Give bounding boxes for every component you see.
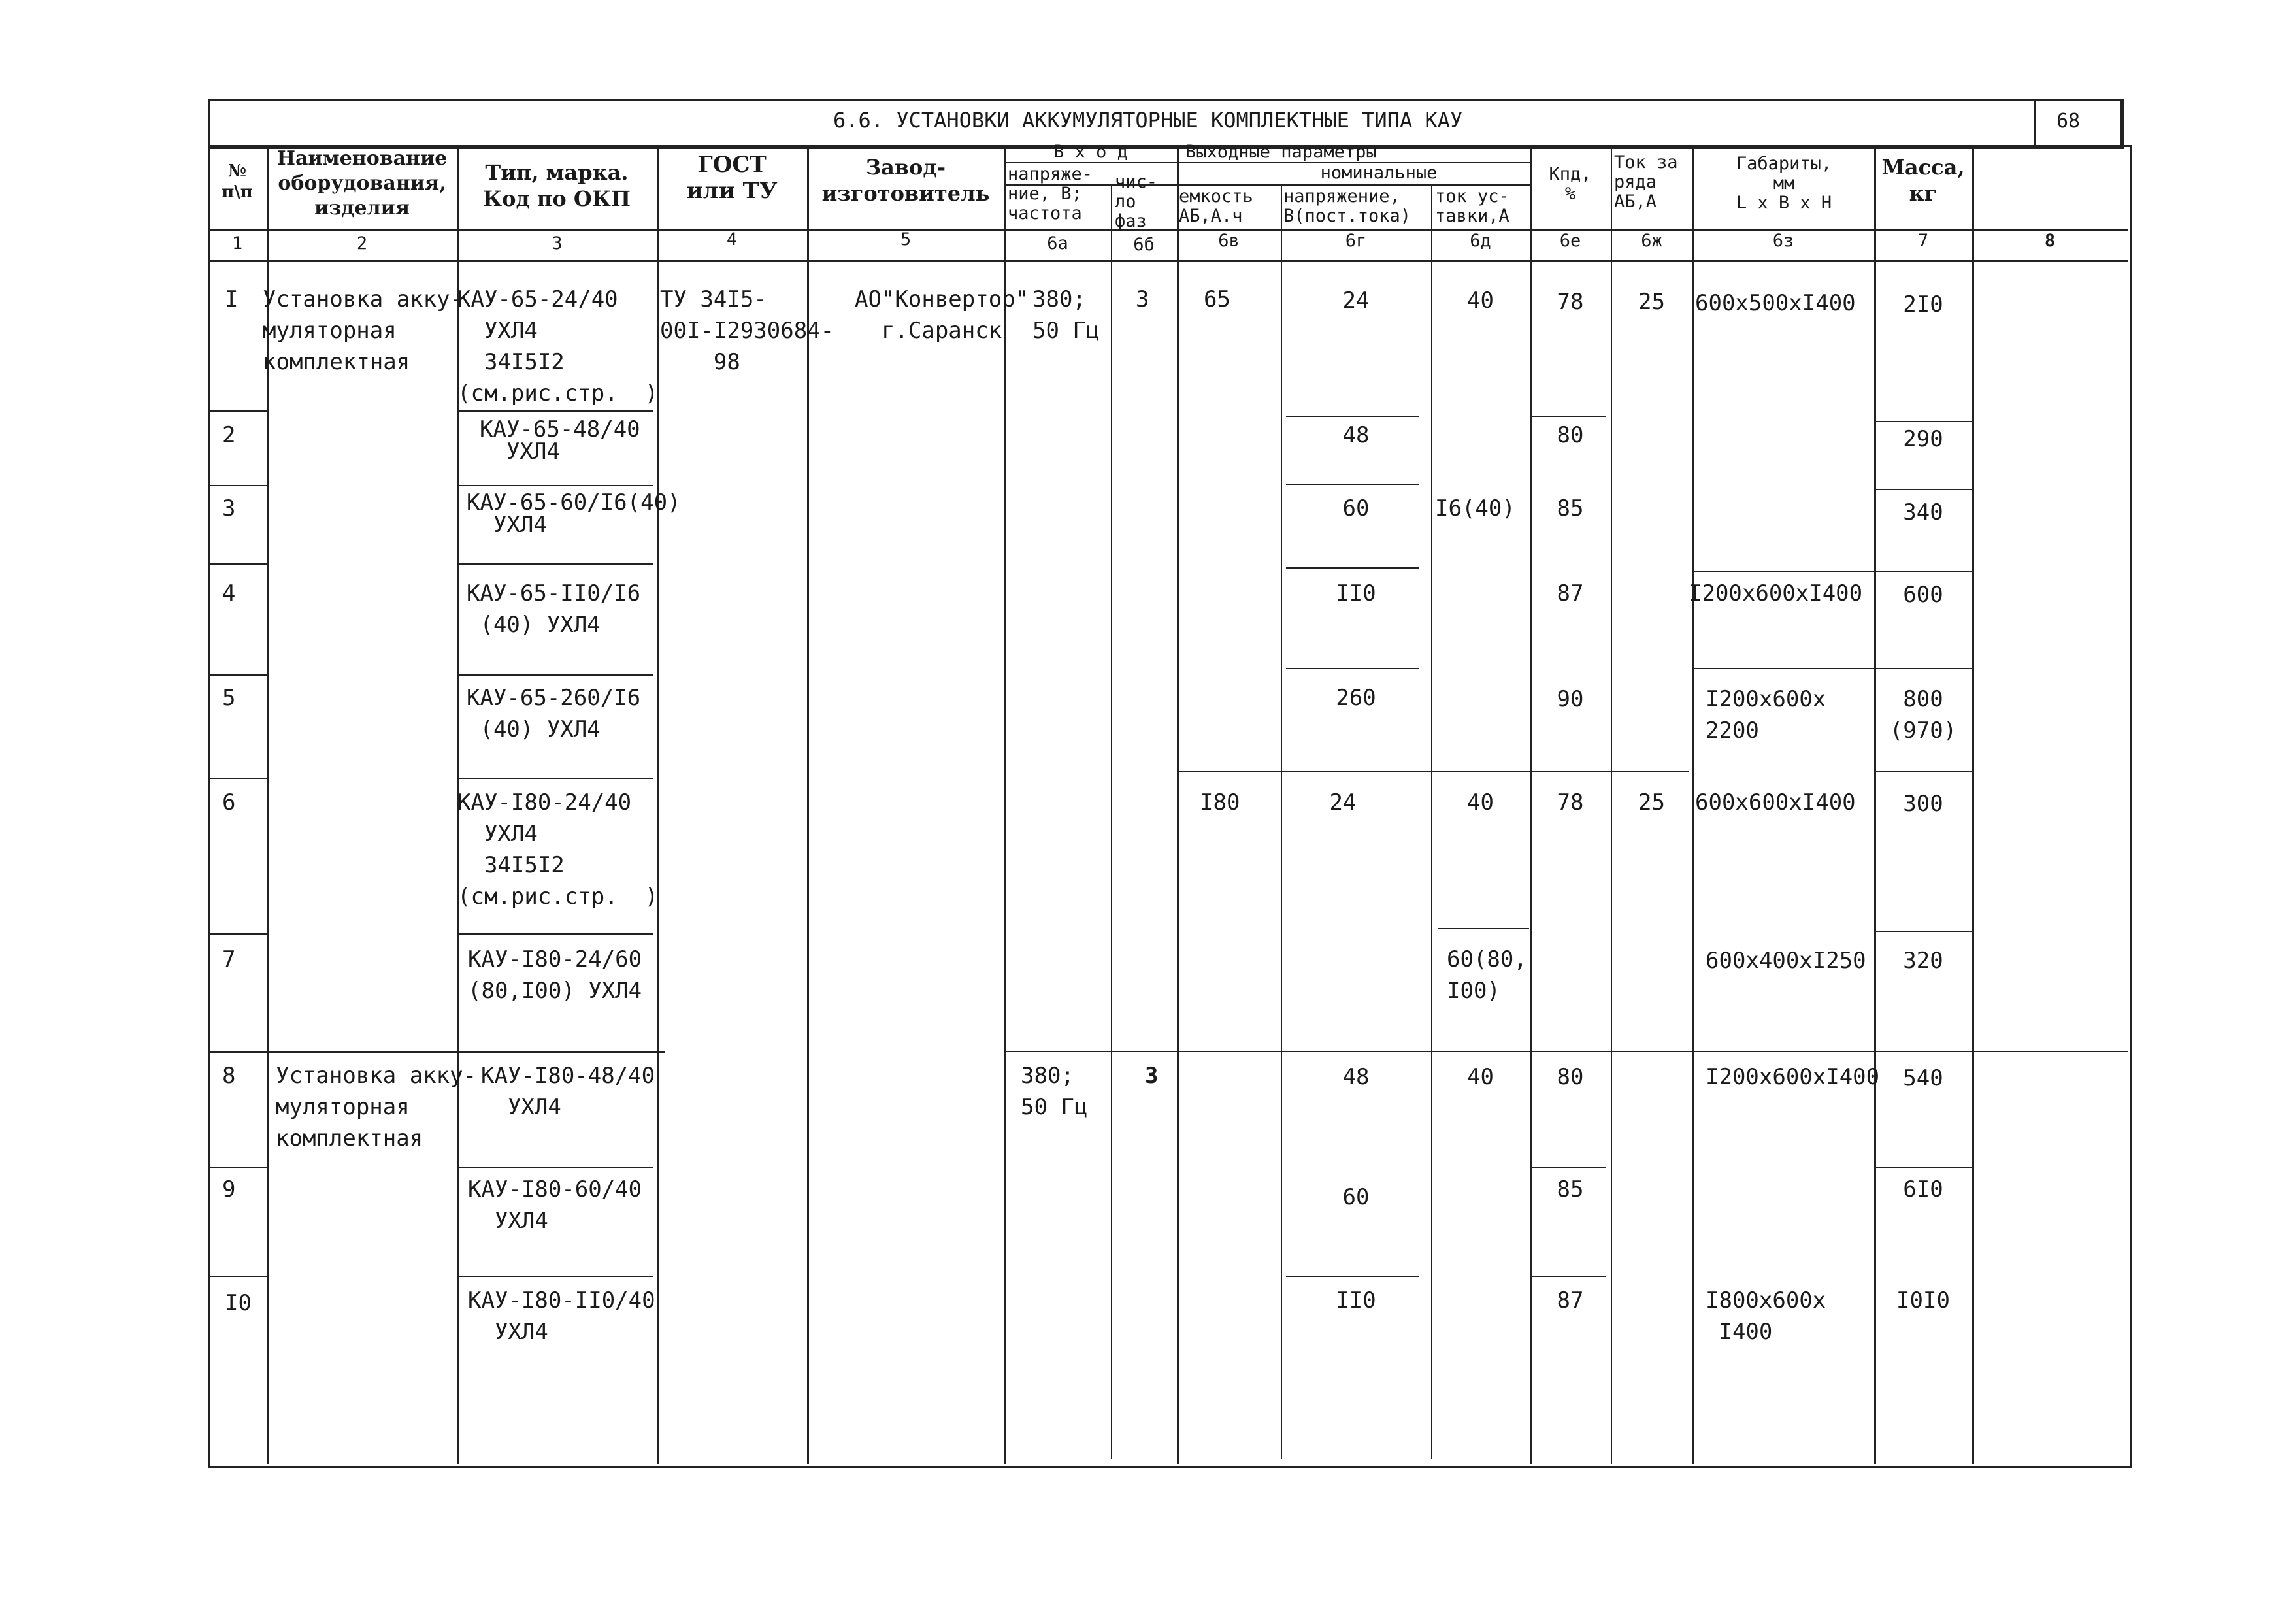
row-rule <box>1875 1167 1972 1168</box>
row-rule <box>1875 771 1972 772</box>
colnum: 6ж <box>1641 231 1662 251</box>
colnum: 6в <box>1218 231 1240 251</box>
row-rule <box>457 1276 653 1277</box>
dimensions: 600x500xI400 <box>1695 290 1856 316</box>
set-current: I6(40) <box>1435 495 1515 522</box>
row-rule <box>1532 1276 1606 1277</box>
type-code: КАУ-65-II0/I6 (40) УХЛ4 <box>467 580 641 638</box>
output-voltage: 24 <box>1342 288 1370 314</box>
row-rule <box>208 933 267 935</box>
row-number: I0 <box>225 1290 252 1316</box>
row-number: 7 <box>222 946 236 972</box>
colnum-bottom-rule <box>208 260 2128 262</box>
input-phases: 3 <box>1145 1063 1159 1089</box>
colnum: 6а <box>1047 233 1068 254</box>
row-rule <box>1692 668 1972 669</box>
efficiency: 87 <box>1557 1287 1584 1314</box>
row-rule <box>208 1276 267 1277</box>
output-voltage: 24 <box>1329 789 1357 816</box>
row-rule <box>1875 931 1972 932</box>
input-header-rule <box>1004 162 1177 163</box>
colnum: 6е <box>1559 231 1581 251</box>
type-code: КАУ-I80-II0/40 УХЛ4 <box>468 1287 655 1345</box>
col-rule <box>1972 145 1974 1464</box>
header-efficiency: Кпд, % <box>1549 164 1592 204</box>
row-rule <box>457 485 653 486</box>
row-number: 6 <box>222 789 236 816</box>
row-number: 2 <box>222 422 236 448</box>
row-rule <box>208 485 267 486</box>
output-voltage: 60 <box>1342 495 1370 522</box>
header-input-phases: чис- ло фаз <box>1115 172 1158 231</box>
row-number: I <box>225 286 239 312</box>
colnum: 6з <box>1772 231 1794 251</box>
row-rule <box>1875 489 1972 490</box>
efficiency: 78 <box>1557 789 1584 816</box>
row-rule <box>208 1167 267 1168</box>
colnum: 5 <box>900 229 912 250</box>
row-rule <box>1532 1167 1606 1168</box>
colnum: 4 <box>726 229 738 250</box>
equipment-name: Установка акку- муляторная комплектная <box>276 1063 477 1152</box>
colnum: 8 <box>2044 231 2056 251</box>
charge-current: 25 <box>1638 289 1665 315</box>
charge-current: 25 <box>1638 789 1665 816</box>
mass: 800 (970) <box>1889 686 1957 744</box>
output-voltage: 260 <box>1336 685 1376 711</box>
colnum: 1 <box>231 233 243 254</box>
header-input-voltage: напряже- ние, В; частота <box>1008 164 1093 224</box>
header-output-nominal: номинальные <box>1320 163 1438 183</box>
mass: 290 <box>1903 426 1943 452</box>
row-rule <box>1286 1276 1419 1277</box>
input-voltage: 380; 50 Гц <box>1021 1063 1088 1120</box>
row-rule <box>1875 421 1972 422</box>
colnum: 6б <box>1133 235 1155 255</box>
input-voltage: 380; 50 Гц <box>1032 286 1100 344</box>
row-rule <box>1286 416 1419 417</box>
row-rule <box>1286 567 1419 569</box>
capacity: I80 <box>1200 789 1240 816</box>
header-capacity: емкость АБ,А.ч <box>1179 186 1253 226</box>
type-code: КАУ-I80-24/60 (80,I00) УХЛ4 <box>468 946 642 1004</box>
type-code: КАУ-I80-48/40 УХЛ4 <box>481 1063 655 1120</box>
mass: 600 <box>1903 582 1943 608</box>
header-num: № п\п <box>222 161 253 202</box>
col-rule <box>1281 184 1282 1459</box>
header-maker: Завод- изготовитель <box>821 155 990 206</box>
efficiency: 90 <box>1557 686 1584 712</box>
output-voltage: 60 <box>1342 1184 1370 1210</box>
header-input: В х о д <box>1053 142 1128 162</box>
mass: I0I0 <box>1896 1287 1950 1314</box>
type-code: КАУ-65-60/I6(40) УХЛ4 <box>467 489 681 538</box>
page-title: 6.6. УСТАНОВКИ АККУМУЛЯТОРНЫЕ КОМПЛЕКТНЫЕ ТИПА КАУ <box>833 108 1463 133</box>
row-rule <box>208 778 267 779</box>
group-rule <box>208 1051 665 1053</box>
row-rule <box>208 410 267 412</box>
colnum: 7 <box>1917 231 1929 251</box>
output-voltage: II0 <box>1336 580 1376 606</box>
efficiency: 78 <box>1557 289 1584 315</box>
dimensions: I200x600x 2200 <box>1706 686 1826 744</box>
row-number: 5 <box>222 685 236 711</box>
colnum: 6д <box>1470 231 1491 251</box>
efficiency: 80 <box>1557 1064 1584 1090</box>
header-mass: Масса, кг <box>1881 155 1965 206</box>
row-number: 8 <box>222 1063 236 1089</box>
row-rule <box>1532 771 1689 772</box>
header-gost: ГОСТ или ТУ <box>686 152 778 204</box>
row-rule <box>1532 416 1606 417</box>
colnum: 3 <box>552 233 563 254</box>
nominal-header-rule <box>1177 184 1530 186</box>
page-number: 68 <box>2056 110 2081 133</box>
col-rule <box>1177 145 1179 1464</box>
colnum: 2 <box>356 233 368 254</box>
row-rule <box>1286 668 1419 669</box>
set-current: 40 <box>1467 288 1494 314</box>
header-out-voltage: напряжение, В(пост.тока) <box>1283 186 1411 226</box>
type-code: КАУ-65-260/I6 (40) УХЛ4 <box>467 685 641 742</box>
set-current: 60(80, I00) <box>1447 946 1527 1004</box>
row-rule <box>208 563 267 565</box>
dimensions: I200x600xI400 <box>1689 580 1863 606</box>
capacity: 65 <box>1204 286 1230 312</box>
col-rule <box>1431 184 1432 1459</box>
row-rule <box>457 410 653 412</box>
row-rule <box>1438 928 1529 929</box>
row-rule <box>457 778 653 779</box>
mass: 540 <box>1903 1065 1943 1091</box>
row-number: 9 <box>222 1176 236 1202</box>
type-code: КАУ-I80-60/40 УХЛ4 <box>468 1176 642 1234</box>
gost-value: ТУ 34I5- 00I-I2930684- 98 <box>660 286 834 375</box>
output-voltage: 48 <box>1342 422 1370 448</box>
row-rule <box>1692 571 1972 572</box>
row-rule <box>457 1167 653 1168</box>
mass: 6I0 <box>1903 1176 1943 1202</box>
type-code: КАУ-I80-24/40 УХЛ4 34I5I2 (см.рис.стр. ) <box>457 789 659 910</box>
row-rule <box>457 674 653 676</box>
input-phases: 3 <box>1136 286 1149 312</box>
header-set-current: ток ус- тавки,А <box>1435 186 1509 226</box>
set-current: 40 <box>1467 1064 1494 1090</box>
type-code: КАУ-65-24/40 УХЛ4 34I5I2 (см.рис.стр. ) <box>457 286 659 406</box>
row-number: 3 <box>222 495 236 522</box>
manufacturer: АО"Конвертор" г.Саранск <box>855 286 1029 344</box>
output-voltage: II0 <box>1336 1287 1376 1314</box>
efficiency: 85 <box>1557 1176 1584 1202</box>
header-row-current: Ток за ряда АБ,А <box>1614 152 1678 212</box>
header-type: Тип, марка. Код по ОКП <box>482 160 631 211</box>
header-bottom-rule <box>208 229 2128 231</box>
header-name: Наименование оборудования, изделия <box>276 147 448 220</box>
dimensions: I800x600x I400 <box>1706 1287 1826 1345</box>
mass: 2I0 <box>1903 291 1943 318</box>
colnum: 6г <box>1345 231 1367 251</box>
row-rule <box>1286 484 1419 485</box>
output-voltage: 48 <box>1342 1064 1370 1090</box>
col-rule <box>1111 184 1112 1459</box>
efficiency: 87 <box>1557 580 1584 606</box>
group-rule <box>1006 1051 2128 1052</box>
header-output: Выходные параметры <box>1185 142 1377 162</box>
set-current: 40 <box>1467 789 1494 816</box>
row-rule <box>208 674 267 676</box>
row-number: 4 <box>222 580 236 606</box>
equipment-name: Установка акку- муляторная комплектная <box>263 286 464 375</box>
row-rule <box>457 563 653 565</box>
dimensions: 600x600xI400 <box>1695 789 1856 816</box>
header-dimensions: Габариты, мм L x B x H <box>1736 154 1832 213</box>
mass: 340 <box>1903 499 1943 525</box>
mass: 320 <box>1903 948 1943 974</box>
col-rule <box>1692 145 1694 1464</box>
row-rule <box>457 933 653 935</box>
efficiency: 80 <box>1557 422 1584 448</box>
dimensions: I200x600xI400 <box>1706 1064 1880 1090</box>
dimensions: 600x400xI250 <box>1706 948 1866 974</box>
efficiency: 85 <box>1557 495 1584 522</box>
type-code: КАУ-65-48/40 УХЛ4 <box>480 416 640 465</box>
mass: 300 <box>1903 791 1943 817</box>
